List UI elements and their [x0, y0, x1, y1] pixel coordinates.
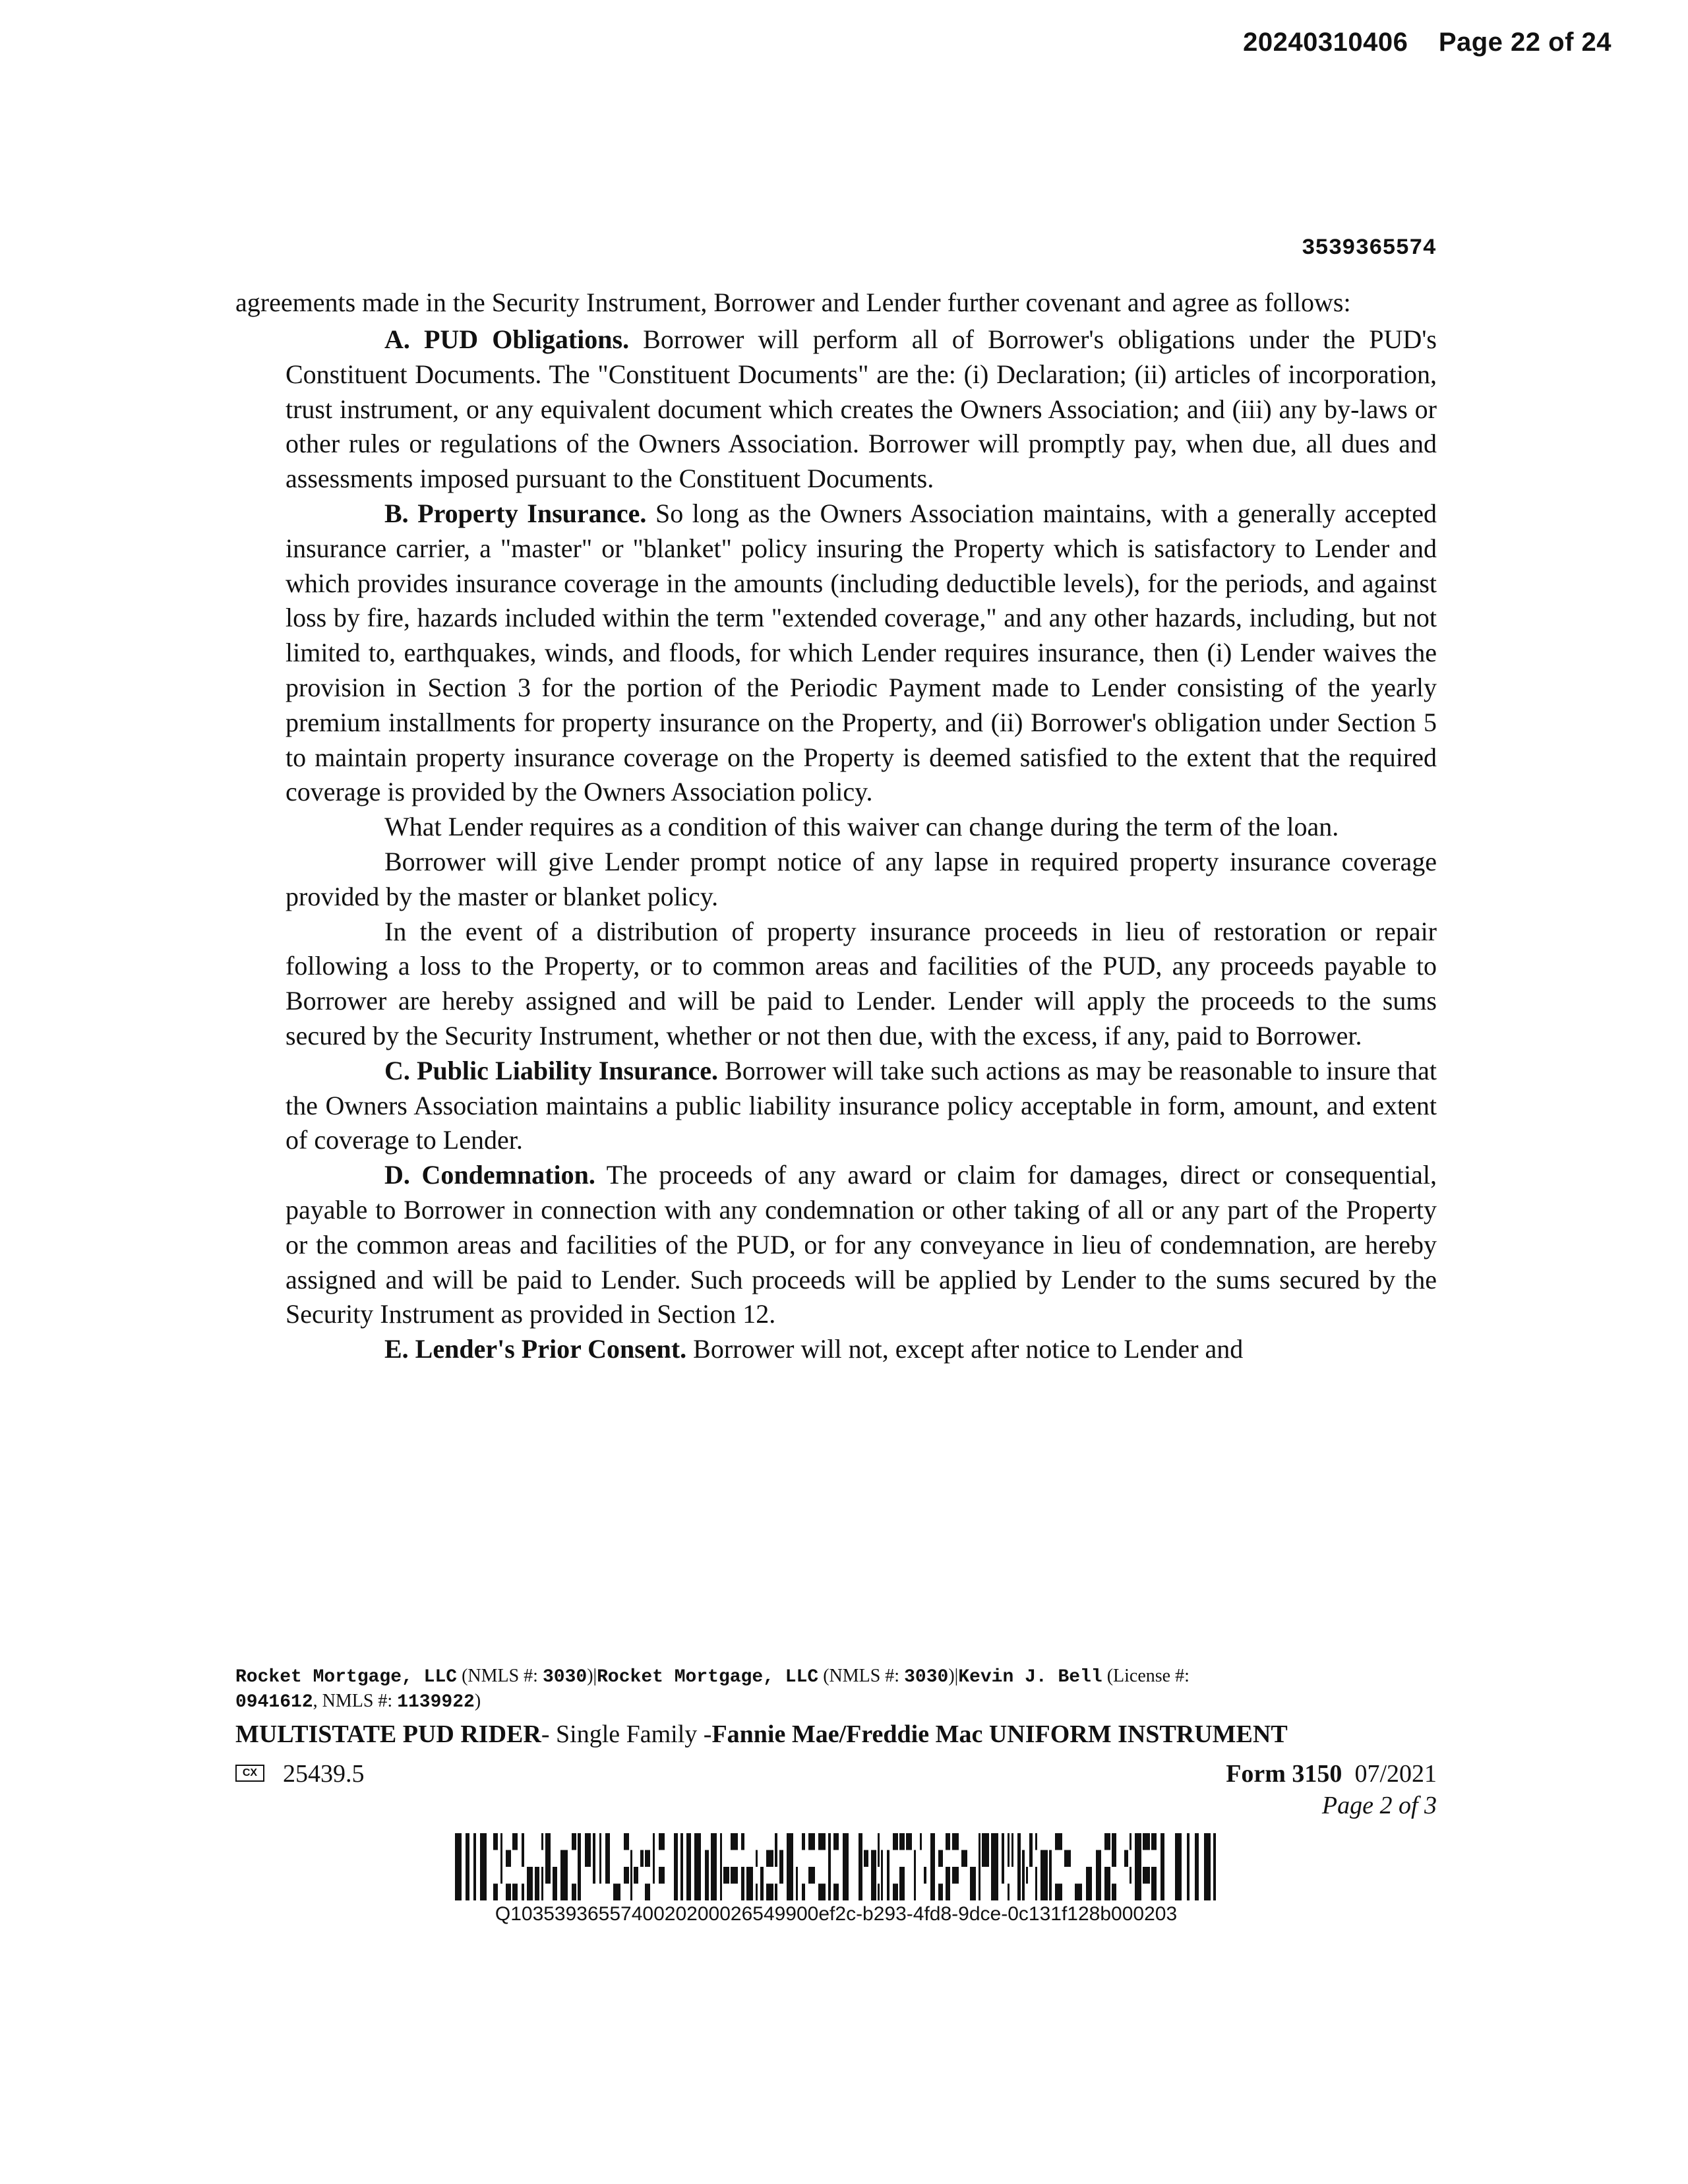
rider-title-mid: - Single Family -	[541, 1720, 712, 1748]
loan-number: 3539365574	[1301, 236, 1436, 261]
section-heading: E. Lender's Prior Consent.	[384, 1334, 687, 1364]
section-e	[286, 1332, 1437, 1367]
section-text: So long as the Owners Association maintains, with a generally accepted insurance carrier, a "master" or "blanket" policy insuring the Property which is satisfactory to Lender and which provides insurance coverage in the amounts (including deductible levels), for the periods, and against loss by fire, hazards included within the term "extended coverage," and any other hazards, including, but not limited to, earthquakes, winds, and floods, for which Lender requires insurance, then (i) Lender waives the provision in Section 3 for the portion of the Periodic Payment made to Lender consisting of the yearly premium installments for property insurance on the Property, and (ii) Borrower's obligation under Section 5 to maintain property insurance coverage on the Property is deemed satisfied to the extent that the required coverage is provided by the Owners Association policy.	[286, 498, 1437, 807]
form-code: 25439.5	[283, 1760, 365, 1788]
nmls-number: 3030	[542, 1667, 588, 1687]
nmls-label: (NMLS #:	[818, 1666, 905, 1686]
section-heading: A. PUD Obligations.	[384, 324, 630, 354]
separator: )|	[948, 1666, 959, 1686]
recording-number: 20240310406	[1243, 28, 1408, 57]
separator: )|	[587, 1666, 597, 1686]
section-a	[286, 322, 1437, 497]
nmls-number: 1139922	[397, 1692, 475, 1713]
lender-name: Rocket Mortgage, LLC	[235, 1667, 458, 1687]
lender-info	[235, 1664, 1396, 1714]
section-text: Borrower will give Lender prompt notice of any lapse in required property insurance coverage provided by the master or blanket policy.	[286, 846, 1437, 911]
rider-title-instrument: Fannie Mae/Freddie Mac UNIFORM INSTRUMENT	[711, 1720, 1288, 1748]
barcode-text: Q1035393655740020200026549900ef2c-b293-4fd8-9dce-0c131f128b000203	[495, 1903, 1178, 1925]
section-heading: C. Public Liability Insurance.	[384, 1055, 718, 1085]
intro-paragraph: agreements made in the Security Instrument, Borrower and Lender further covenant and agree as follows:	[235, 288, 1351, 317]
close-paren: )	[474, 1691, 481, 1711]
section-d	[286, 1158, 1437, 1332]
nmls-number: 3030	[904, 1667, 949, 1687]
section-text: Borrower will not, except after notice to Lender and	[686, 1334, 1244, 1364]
section-text: In the event of a distribution of property insurance proceeds in lieu of restoration or repair following a loss to the Property, or to common areas and facilities of the PUD, any proceeds payable to Borrower are hereby assigned and will be paid to Lender. Lender will apply the proceeds to the sums secured by the Security Instrument, whether or not then due, with the excess, if any, paid to Borrower.	[286, 916, 1437, 1050]
section-text: What Lender requires as a condition of this waiver can change during the term of the loan.	[384, 812, 1339, 842]
form-date: 07/2021	[1354, 1760, 1437, 1788]
lender-name: Rocket Mortgage, LLC	[597, 1667, 819, 1687]
page-number: Page 2 of 3	[1321, 1792, 1437, 1819]
loan-officer-name: Kevin J. Bell	[958, 1667, 1102, 1687]
rider-title-main: MULTISTATE PUD RIDER	[235, 1720, 541, 1748]
form-label: Form 3150	[1226, 1760, 1342, 1788]
nmls-label: (NMLS #:	[457, 1666, 543, 1686]
section-c	[286, 1054, 1437, 1158]
section-heading: B. Property Insurance.	[384, 498, 647, 528]
license-number: 0941612	[235, 1692, 313, 1713]
section-b	[286, 497, 1437, 810]
sections	[286, 322, 1437, 1367]
section-heading: D. Condemnation.	[384, 1160, 595, 1190]
distribution-paragraph	[286, 915, 1437, 1054]
form-info-row	[235, 1759, 1437, 1792]
recording-page: Page 22 of 24	[1438, 28, 1612, 57]
section-text: Borrower will take such actions as may be reasonable to insure that the Owners Association maintains a public liability insurance policy acceptable in form, amount, and extent of coverage to Lender.	[286, 1055, 1437, 1155]
barcode	[455, 1833, 1217, 1900]
recording-stamp	[1243, 28, 1612, 57]
waiver-paragraph	[286, 810, 1437, 845]
license-label: (License #:	[1102, 1666, 1190, 1686]
nmls-label: , NMLS #:	[313, 1691, 398, 1711]
section-text: The proceeds of any award or claim for damages, direct or consequential, payable to Borrower in connection with any condemnation or other taking of all or any part of the Property or the common areas and facilities of the PUD, or for any conveyance in lieu of condemnation, are hereby assigned and will be paid to Lender. Such proceeds will be applied by Lender to the sums secured by the Security Instrument as provided in Section 12.	[286, 1160, 1437, 1329]
section-text: Borrower will perform all of Borrower's obligations under the PUD's Constituent Documents. The "Constituent Documents" are the: (i) Declaration; (ii) articles of incorporation, trust instrument, or any equivalent document which creates the Owners Association; and (iii) any by-laws or other rules or regulations of the Owners Association. Borrower will promptly pay, when due, all dues and assessments imposed pursuant to the Constituent Documents.	[286, 324, 1437, 494]
cx-logo-icon: CX	[235, 1765, 264, 1782]
document-body	[235, 285, 1437, 1367]
rider-title	[235, 1720, 1437, 1749]
form-number	[1226, 1759, 1437, 1788]
lapse-paragraph	[286, 845, 1437, 915]
